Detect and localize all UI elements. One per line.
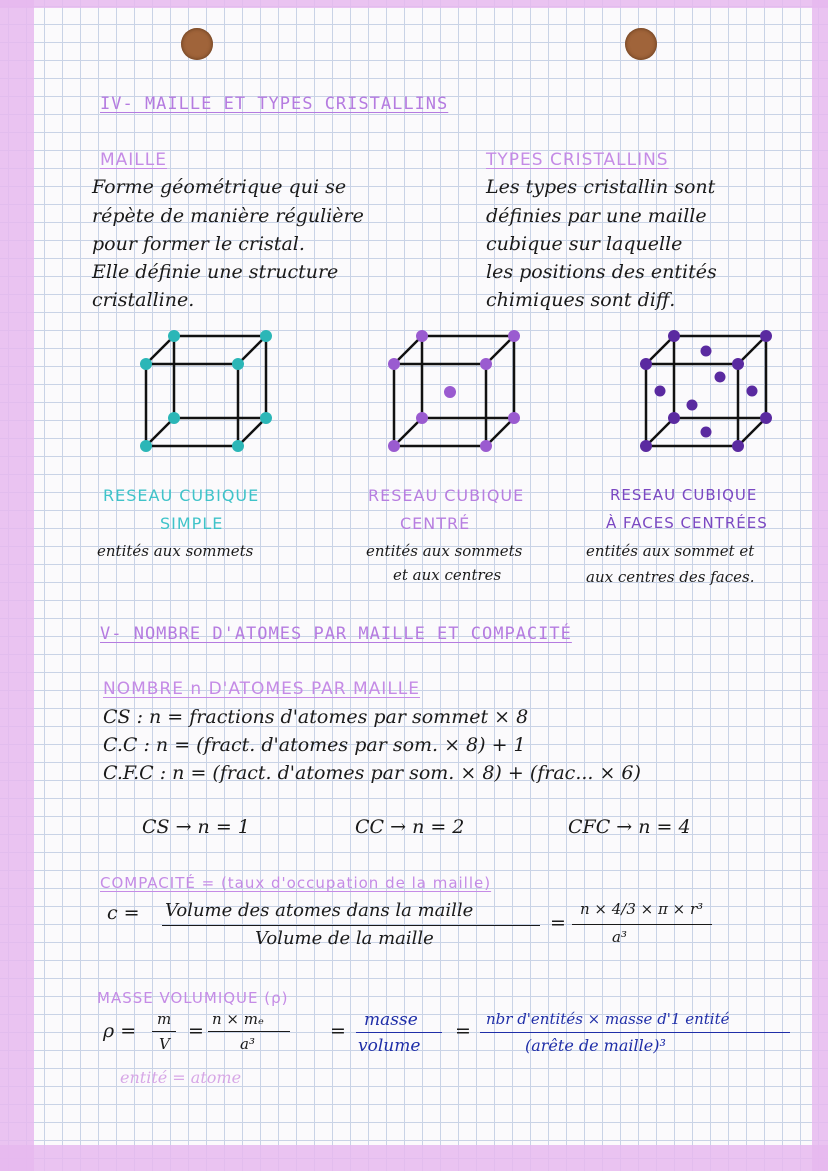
types-line-5: chimiques sont diff.: [486, 289, 676, 311]
right-margin-highlight: [812, 0, 828, 1171]
maille-line-2: répète de manière régulière: [92, 205, 364, 227]
masse-rho: ρ =: [103, 1020, 137, 1042]
maille-heading: MAILLE: [100, 150, 167, 170]
masse-f4-bar: [480, 1032, 790, 1033]
section-iv-title: IV- MAILLE ET TYPES CRISTALLINS: [100, 94, 449, 114]
result-cs: CS → n = 1: [142, 816, 250, 838]
result-cfc: CFC → n = 4: [568, 816, 691, 838]
formula-cfc: C.F.C : n = (fract. d'atomes par som. × 8) + (frac... × 6): [103, 762, 641, 784]
punch-hole-left: [181, 28, 213, 60]
maille-line-5: cristalline.: [92, 289, 195, 311]
formula-cs: CS : n = fractions d'atomes par sommet × 8: [103, 706, 529, 728]
compacite-equals: =: [550, 912, 566, 934]
lattice-1-name: RESEAU CUBIQUE: [103, 486, 260, 505]
lattice-3-desc: entités aux sommet et: [586, 542, 755, 560]
masse-f3-den: volume: [358, 1036, 421, 1056]
masse-f3-num: masse: [364, 1010, 418, 1030]
result-cc: CC → n = 2: [355, 816, 465, 838]
masse-f1-den: V: [159, 1035, 170, 1053]
types-line-1: Les types cristallin sont: [486, 176, 716, 198]
types-line-2: définies par une maille: [486, 205, 707, 227]
maille-line-4: Elle définie une structure: [92, 261, 339, 283]
compacite-denominator: Volume de la maille: [255, 928, 434, 949]
formula-cc: C.C : n = (fract. d'atomes par som. × 8) + 1: [103, 734, 526, 756]
masse-f4-den: (arête de maille)³: [525, 1036, 666, 1055]
masse-eq-3: =: [455, 1020, 471, 1042]
lattice-2-desc-2: et aux centres: [393, 566, 502, 584]
compacite-rhs-bar: [572, 924, 712, 925]
compacite-heading: COMPACITÉ = (taux d'occupation de la maille): [100, 874, 492, 892]
face-centered-cubic-diagram: [630, 320, 780, 460]
masse-eq-1: =: [188, 1020, 204, 1042]
types-line-3: cubique sur laquelle: [486, 233, 683, 255]
left-margin-highlight: [0, 0, 34, 1171]
types-heading: TYPES CRISTALLINS: [486, 150, 669, 170]
compacite-fraction-bar: [162, 925, 540, 926]
simple-cubic-diagram: [130, 320, 280, 460]
lattice-3-name: RESEAU CUBIQUE: [610, 486, 758, 504]
masse-f3-bar: [356, 1032, 442, 1033]
masse-note: entité = atome: [120, 1068, 242, 1087]
masse-f2-bar: [208, 1031, 290, 1032]
punch-hole-right: [625, 28, 657, 60]
section-v-title: V- NOMBRE D'ATOMES PAR MAILLE ET COMPACITÉ: [100, 624, 572, 644]
lattice-1-desc: entités aux sommets: [97, 542, 254, 560]
lattice-2-name-2: CENTRÉ: [400, 514, 471, 533]
compacite-numerator: Volume des atomes dans la maille: [165, 900, 474, 921]
masse-f1-num: m: [157, 1010, 172, 1028]
lattice-3-name-2: À FACES CENTRÉES: [606, 514, 768, 532]
masse-heading: MASSE VOLUMIQUE (ρ): [97, 989, 289, 1007]
lattice-2-name: RESEAU CUBIQUE: [368, 486, 525, 505]
masse-f4-num: nbr d'entités × masse d'1 entité: [486, 1010, 730, 1028]
lattice-2-desc: entités aux sommets: [366, 542, 523, 560]
masse-f2-den: a³: [240, 1035, 255, 1053]
top-margin-highlight: [0, 0, 828, 8]
compacite-rhs-denominator: a³: [612, 928, 627, 946]
bottom-margin-highlight: [0, 1145, 828, 1171]
maille-line-1: Forme géométrique qui se: [92, 176, 347, 198]
compacite-rhs-numerator: n × 4/3 × π × r³: [580, 900, 704, 918]
types-line-4: les positions des entités: [486, 261, 717, 283]
masse-f2-num: n × mₑ: [212, 1010, 264, 1028]
lattice-3-desc-2: aux centres des faces.: [586, 568, 755, 586]
lattice-1-name-2: SIMPLE: [160, 514, 224, 533]
maille-line-3: pour former le cristal.: [92, 233, 305, 255]
masse-f1-bar: [152, 1031, 176, 1032]
nombre-heading: NOMBRE n D'ATOMES PAR MAILLE: [103, 679, 421, 699]
masse-eq-2: =: [330, 1020, 346, 1042]
body-centered-cubic-diagram: [378, 320, 528, 460]
compacite-lhs: c =: [107, 902, 140, 924]
